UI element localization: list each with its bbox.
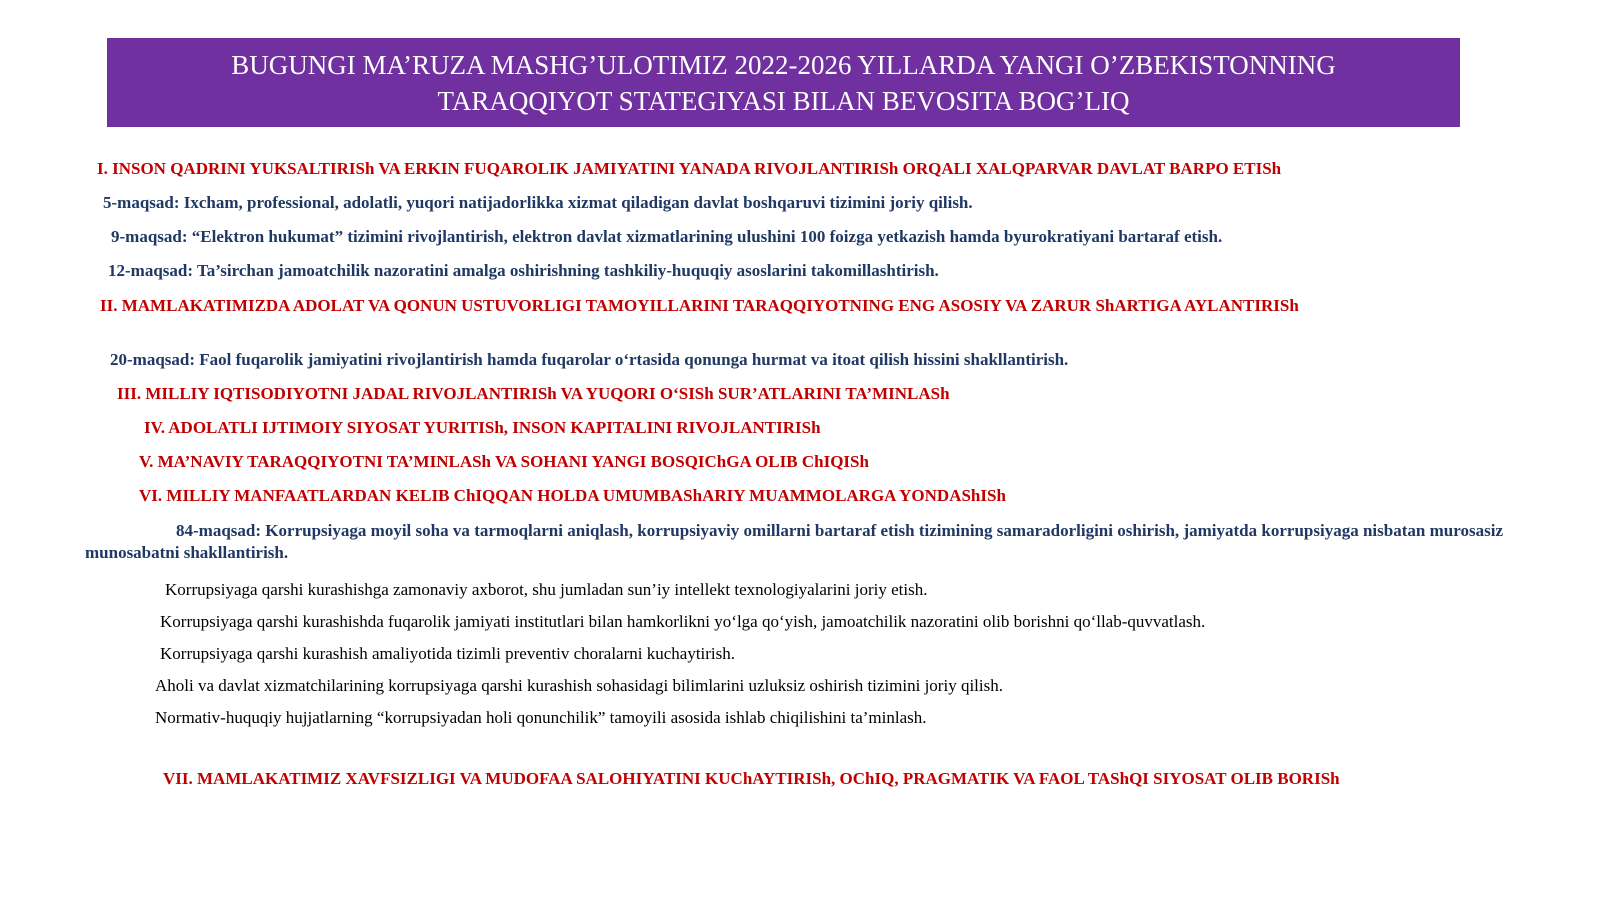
- measure-item: Korrupsiyaga qarshi kurashish amaliyotida tizimli preventiv choralarni kuchaytirish.: [160, 644, 736, 663]
- goal-9: 9-maqsad: “Elektron hukumat” tizimini rivojlantirish, elektron davlat xizmatlarining ulushini 100 foizga yetkazish hamda byurokratiyani bartaraf etish.: [111, 227, 1223, 246]
- title-banner: [107, 38, 1460, 127]
- section-1-heading: I. INSON QADRINI YUKSALTIRISh VA ERKIN FUQAROLIK JAMIYATINI YANADA RIVOJLANTIRISh ORQALI XALQPARVAR DAVLAT BARPO ETISh: [97, 159, 1282, 178]
- section-3-heading: III. MILLIY IQTISODIYOTNI JADAL RIVOJLANTIRISh VA YUQORI O‘SISh SUR’ATLARINI TA’MINLASh: [117, 384, 950, 403]
- goal-5: 5-maqsad: Ixcham, professional, adolatli, yuqori natijadorlikka xizmat qiladigan davlat boshqaruvi tizimini joriy qilish.: [103, 193, 973, 212]
- measure-item: Normativ-huquqiy hujjatlarning “korrupsiyadan holi qonunchilik” tamoyili asosida ishlab chiqilishini ta’minlash.: [155, 708, 927, 727]
- title-line-2: TARAQQIYOT STATEGIYASI BILAN BEVOSITA BOG’LIQ: [437, 85, 1130, 116]
- measure-item: Korrupsiyaga qarshi kurashishga zamonaviy axborot, shu jumladan sun’iy intellekt texnologiyalarini joriy etish.: [165, 580, 928, 599]
- section-5-heading: V. MA’NAVIY TARAQQIYOTNI TA’MINLASh VA SOHANI YANGI BOSQIChGA OLIB ChIQISh: [139, 452, 869, 471]
- goal-12: 12-maqsad: Ta’sirchan jamoatchilik nazoratini amalga oshirishning tashkiliy-huquqiy asoslarini takomillashtirish.: [108, 261, 939, 280]
- title-line-1: BUGUNGI MA’RUZA MASHG’ULOTIMIZ 2022-2026 YILLARDA YANGI O’ZBEKISTONNING: [231, 49, 1336, 80]
- goal-84: 84-maqsad: Korrupsiyaga moyil soha va tarmoqlarni aniqlash, korrupsiyaviy omillarni bartaraf etish tizimining samaradorligini oshirish, jamiyatda korrupsiyaga nisbatan murosasiz munosabatni shakllantirish.: [85, 521, 1503, 562]
- measure-item: Aholi va davlat xizmatchilarining korrupsiyaga qarshi kurashish sohasidagi bilimlarini uzluksiz oshirish tizimini joriy qilish.: [155, 676, 1003, 695]
- section-7-heading: VII. MAMLAKATIMIZ XAVFSIZLIGI VA MUDOFAA SALOHIYATINI KUChAYTIRISh, OChIQ, PRAGMATIK VA FAOL TAShQI SIYOSAT OLIB BORISh: [163, 769, 1340, 788]
- section-6-heading: VI. MILLIY MANFAATLARDAN KELIB ChIQQAN HOLDA UMUMBAShARIY MUAMMOLARGA YONDAShISh: [139, 486, 1006, 505]
- section-4-heading: IV. ADOLATLI IJTIMOIY SIYOSAT YURITISh, INSON KAPITALINI RIVOJLANTIRISh: [144, 418, 821, 437]
- measure-item: Korrupsiyaga qarshi kurashishda fuqarolik jamiyati institutlari bilan hamkorlikni yo‘lga qo‘yish, jamoatchilik nazoratini olib borishni qo‘llab-quvvatlash.: [160, 612, 1206, 631]
- section-2-heading: II. MAMLAKATIMIZDA ADOLAT VA QONUN USTUVORLIGI TAMOYILLARINI TARAQQIYOTNING ENG ASOSIY VA ZARUR ShARTIGA AYLANTIRISh: [100, 296, 1299, 315]
- goal-20: 20-maqsad: Faol fuqarolik jamiyatini rivojlantirish hamda fuqarolar o‘rtasida qonunga hurmat va itoat qilish hissini shakllantirish.: [110, 350, 1069, 369]
